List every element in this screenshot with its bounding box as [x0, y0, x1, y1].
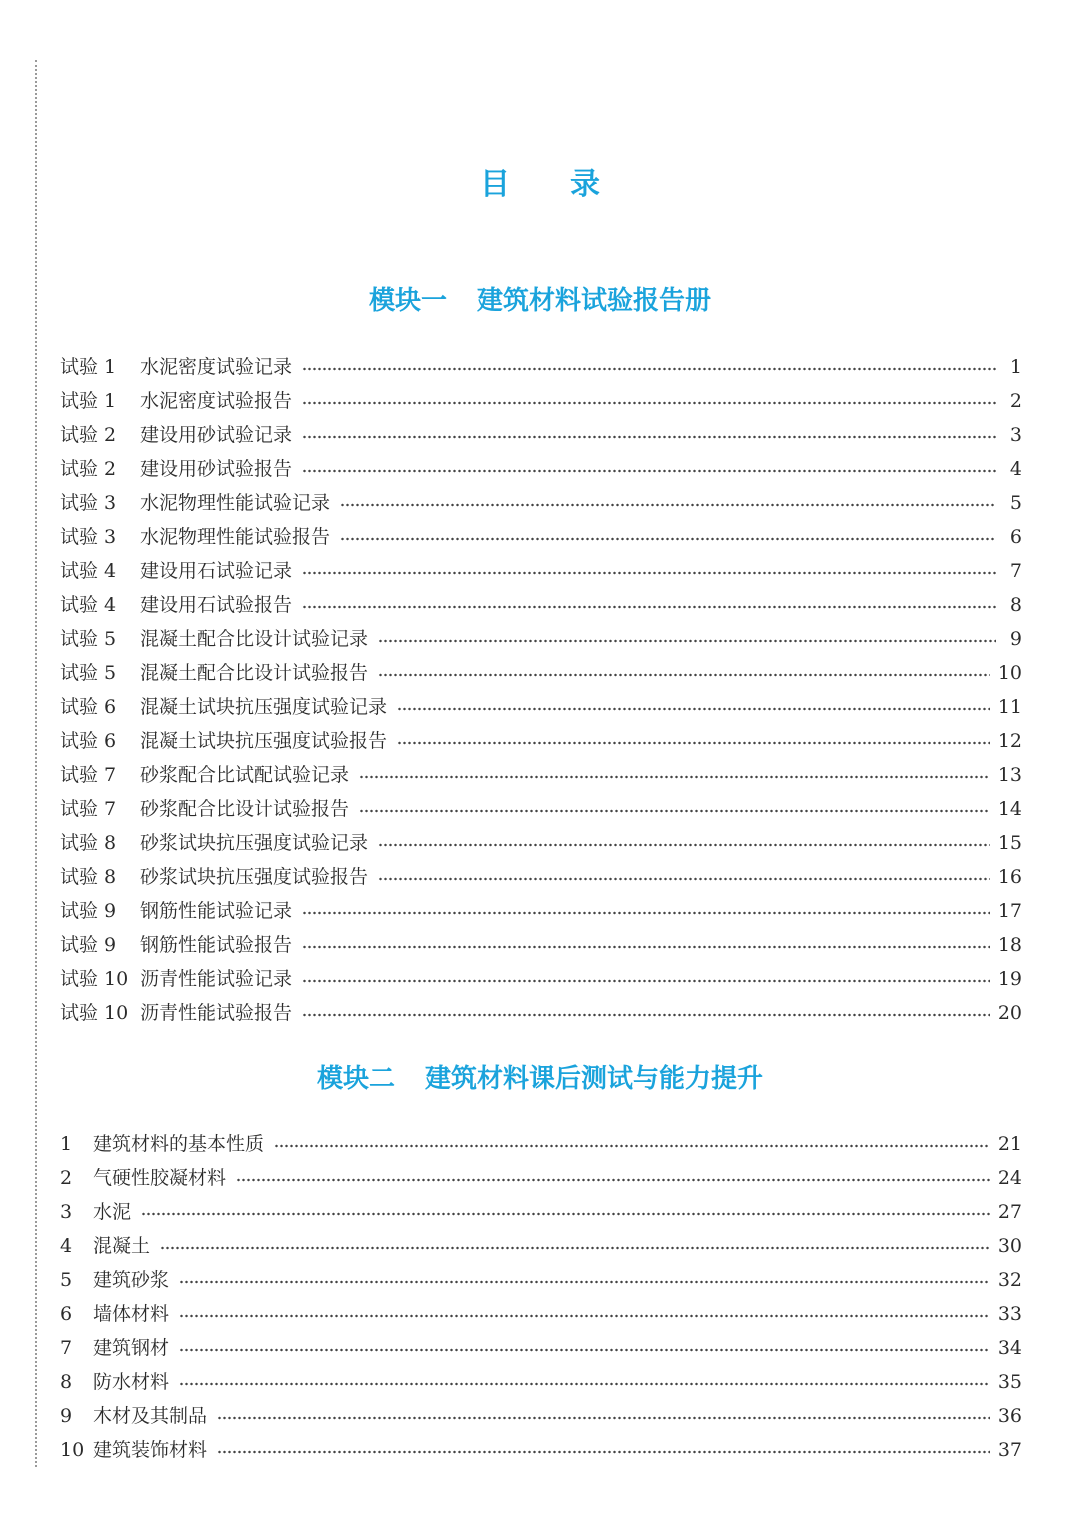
toc-entry-page: 7 [1009, 560, 1022, 582]
toc-dot-leader [397, 704, 990, 714]
toc-entry[interactable] [60, 486, 1022, 520]
toc-entry-label: 防水材料 [93, 1371, 170, 1393]
toc-entry[interactable] [60, 928, 1022, 962]
toc-entry-number: 试验 4 [60, 594, 117, 616]
toc-entry[interactable] [60, 724, 1022, 758]
toc-entry-number: 试验 9 [60, 934, 117, 956]
toc-entry[interactable] [60, 894, 1022, 928]
toc-entry[interactable] [60, 554, 1022, 588]
toc-entry-number: 试验 7 [60, 764, 117, 786]
toc-dot-leader [378, 874, 990, 884]
toc-dot-leader [302, 1010, 990, 1020]
toc-entry-label: 混凝土试块抗压强度试验报告 [140, 730, 388, 752]
toc-entry-label: 水泥 [93, 1201, 132, 1223]
toc-entry-number: 试验 1 [60, 390, 117, 412]
toc-entry-number: 试验 5 [60, 628, 117, 650]
toc-dot-leader [302, 908, 990, 918]
module-2-prefix: 模块二 [316, 1064, 395, 1094]
toc-entry-page: 30 [997, 1235, 1022, 1257]
toc-entry[interactable] [60, 656, 1022, 690]
toc-dot-leader [378, 670, 990, 680]
toc-dot-leader [302, 398, 996, 408]
toc-entry-label: 墙体材料 [93, 1303, 170, 1325]
toc-entry-page: 21 [997, 1133, 1022, 1155]
toc-entry-number: 9 [60, 1405, 73, 1427]
toc-entry-number: 1 [60, 1133, 73, 1155]
toc-entry-page: 14 [997, 798, 1022, 820]
toc-dot-leader [141, 1209, 990, 1219]
toc-entry[interactable] [60, 588, 1022, 622]
toc-entry-label: 砂浆配合比设计试验报告 [140, 798, 350, 820]
toc-entry-label: 木材及其制品 [93, 1405, 208, 1427]
toc-entry[interactable] [60, 622, 1022, 656]
toc-entry[interactable] [60, 1263, 1022, 1297]
toc-entry-page: 10 [997, 662, 1022, 684]
toc-entry-page: 11 [997, 696, 1022, 718]
binding-cut-line [35, 60, 37, 1467]
toc-entry-number: 试验 6 [60, 696, 117, 718]
toc-entry-label: 建设用石试验记录 [140, 560, 293, 582]
toc-entry[interactable] [60, 996, 1022, 1030]
toc-dot-leader [217, 1447, 990, 1457]
toc-entry-number: 试验 6 [60, 730, 117, 752]
toc-dot-leader [160, 1243, 990, 1253]
toc-entry-page: 12 [997, 730, 1022, 752]
toc-entry-page: 15 [997, 832, 1022, 854]
toc-entry-number: 试验 10 [60, 1002, 129, 1024]
toc-entry-page: 34 [997, 1337, 1022, 1359]
toc-entry-label: 建筑材料的基本性质 [93, 1133, 265, 1155]
toc-entry-label: 建设用砂试验记录 [140, 424, 293, 446]
toc-entry-label: 沥青性能试验报告 [140, 1002, 293, 1024]
toc-dot-leader [236, 1175, 990, 1185]
toc-entry[interactable] [60, 792, 1022, 826]
toc-entry[interactable] [60, 1229, 1022, 1263]
toc-entry[interactable] [60, 860, 1022, 894]
toc-entry-label: 钢筋性能试验报告 [140, 934, 293, 956]
toc-entry-label: 钢筋性能试验记录 [140, 900, 293, 922]
toc-entry[interactable] [60, 758, 1022, 792]
toc-entry[interactable] [60, 418, 1022, 452]
toc-entry-number: 试验 7 [60, 798, 117, 820]
toc-entry-page: 3 [1009, 424, 1022, 446]
toc-dot-leader [378, 840, 990, 850]
toc-entry-label: 水泥密度试验记录 [140, 356, 293, 378]
toc-entry[interactable] [60, 1127, 1022, 1161]
toc-entry-label: 水泥物理性能试验报告 [140, 526, 331, 548]
toc-entry[interactable] [60, 826, 1022, 860]
toc-dot-leader [302, 364, 996, 374]
toc-entry[interactable] [60, 1161, 1022, 1195]
toc-entry[interactable] [60, 1331, 1022, 1365]
toc-entry-page: 9 [1009, 628, 1022, 650]
toc-dot-leader [302, 942, 990, 952]
toc-dot-leader [302, 568, 996, 578]
toc-entry-number: 7 [60, 1337, 73, 1359]
toc-entry-label: 混凝土配合比设计试验记录 [140, 628, 369, 650]
toc-entry-number: 2 [60, 1167, 73, 1189]
toc-entry-label: 建筑装饰材料 [93, 1439, 208, 1461]
toc-entry-label: 混凝土 [93, 1235, 151, 1257]
toc-entry[interactable] [60, 1399, 1022, 1433]
toc-entry[interactable] [60, 452, 1022, 486]
toc-entry-page: 27 [997, 1201, 1022, 1223]
toc-entry[interactable] [60, 1365, 1022, 1399]
toc-entry-number: 4 [60, 1235, 73, 1257]
toc-entry[interactable] [60, 690, 1022, 724]
toc-entry[interactable] [60, 962, 1022, 996]
module-1-title [0, 283, 1080, 319]
toc-entry[interactable] [60, 384, 1022, 418]
toc-dot-leader [179, 1311, 990, 1321]
toc-entry-number: 10 [60, 1439, 85, 1461]
toc-entry-label: 砂浆配合比试配试验记录 [140, 764, 350, 786]
toc-entry-page: 13 [997, 764, 1022, 786]
toc-entry-page: 4 [1009, 458, 1022, 480]
toc-entry-page: 32 [997, 1269, 1022, 1291]
toc-entry-number: 试验 3 [60, 492, 117, 514]
toc-entry-label: 沥青性能试验记录 [140, 968, 293, 990]
toc-entry-page: 6 [1009, 526, 1022, 548]
toc-entry-page: 16 [997, 866, 1022, 888]
toc-entry-number: 试验 1 [60, 356, 117, 378]
toc-dot-leader [302, 466, 996, 476]
toc-entry-page: 33 [997, 1303, 1022, 1325]
toc-entry-number: 试验 3 [60, 526, 117, 548]
toc-dot-leader [302, 432, 996, 442]
toc-entry-page: 8 [1009, 594, 1022, 616]
toc-entry-label: 建筑砂浆 [93, 1269, 170, 1291]
module-2-toc [60, 1127, 1022, 1467]
toc-entry-page: 20 [997, 1002, 1022, 1024]
toc-entry-number: 3 [60, 1201, 73, 1223]
toc-entry-number: 试验 2 [60, 424, 117, 446]
toc-entry-label: 建设用砂试验报告 [140, 458, 293, 480]
toc-entry-label: 建设用石试验报告 [140, 594, 293, 616]
toc-entry-page: 35 [997, 1371, 1022, 1393]
toc-entry-page: 18 [997, 934, 1022, 956]
toc-entry-label: 砂浆试块抗压强度试验记录 [140, 832, 369, 854]
module-1-toc [60, 350, 1022, 1030]
toc-dot-leader [340, 500, 996, 510]
toc-entry-label: 水泥密度试验报告 [140, 390, 293, 412]
toc-dot-leader [359, 806, 990, 816]
toc-dot-leader [302, 976, 990, 986]
toc-dot-leader [378, 636, 996, 646]
toc-dot-leader [340, 534, 996, 544]
page-title: 目录 [480, 167, 660, 202]
toc-entry[interactable] [60, 1297, 1022, 1331]
toc-entry-number: 试验 4 [60, 560, 117, 582]
toc-entry-label: 建筑钢材 [93, 1337, 170, 1359]
toc-entry-label: 水泥物理性能试验记录 [140, 492, 331, 514]
module-1-name: 建筑材料试验报告册 [477, 286, 712, 316]
module-2-title [0, 1061, 1080, 1097]
toc-entry-label: 混凝土配合比设计试验报告 [140, 662, 369, 684]
module-1-prefix: 模块一 [368, 286, 447, 316]
toc-entry[interactable] [60, 1433, 1022, 1467]
toc-entry-label: 气硬性胶凝材料 [93, 1167, 227, 1189]
toc-entry[interactable] [60, 520, 1022, 554]
toc-entry-page: 36 [997, 1405, 1022, 1427]
toc-entry-number: 试验 5 [60, 662, 117, 684]
toc-entry-number: 8 [60, 1371, 73, 1393]
toc-entry-number: 试验 2 [60, 458, 117, 480]
toc-entry-page: 37 [997, 1439, 1022, 1461]
toc-entry-number: 试验 8 [60, 866, 117, 888]
toc-entry-number: 试验 9 [60, 900, 117, 922]
toc-dot-leader [179, 1277, 990, 1287]
toc-entry-page: 5 [1009, 492, 1022, 514]
toc-entry-page: 19 [997, 968, 1022, 990]
toc-dot-leader [179, 1345, 990, 1355]
toc-entry[interactable] [60, 1195, 1022, 1229]
module-2-name: 建筑材料课后测试与能力提升 [425, 1064, 764, 1094]
toc-entry-number: 试验 8 [60, 832, 117, 854]
toc-entry-label: 混凝土试块抗压强度试验记录 [140, 696, 388, 718]
toc-dot-leader [397, 738, 990, 748]
toc-entry-page: 2 [1009, 390, 1022, 412]
toc-entry-number: 试验 10 [60, 968, 129, 990]
toc-dot-leader [302, 602, 996, 612]
toc-entry-number: 5 [60, 1269, 73, 1291]
toc-entry-label: 砂浆试块抗压强度试验报告 [140, 866, 369, 888]
toc-entry-page: 1 [1009, 356, 1022, 378]
toc-dot-leader [274, 1141, 990, 1151]
toc-dot-leader [179, 1379, 990, 1389]
toc-entry-number: 6 [60, 1303, 73, 1325]
toc-dot-leader [359, 772, 990, 782]
toc-entry-page: 17 [997, 900, 1022, 922]
toc-entry-page: 24 [997, 1167, 1022, 1189]
toc-dot-leader [217, 1413, 990, 1423]
toc-entry[interactable] [60, 350, 1022, 384]
